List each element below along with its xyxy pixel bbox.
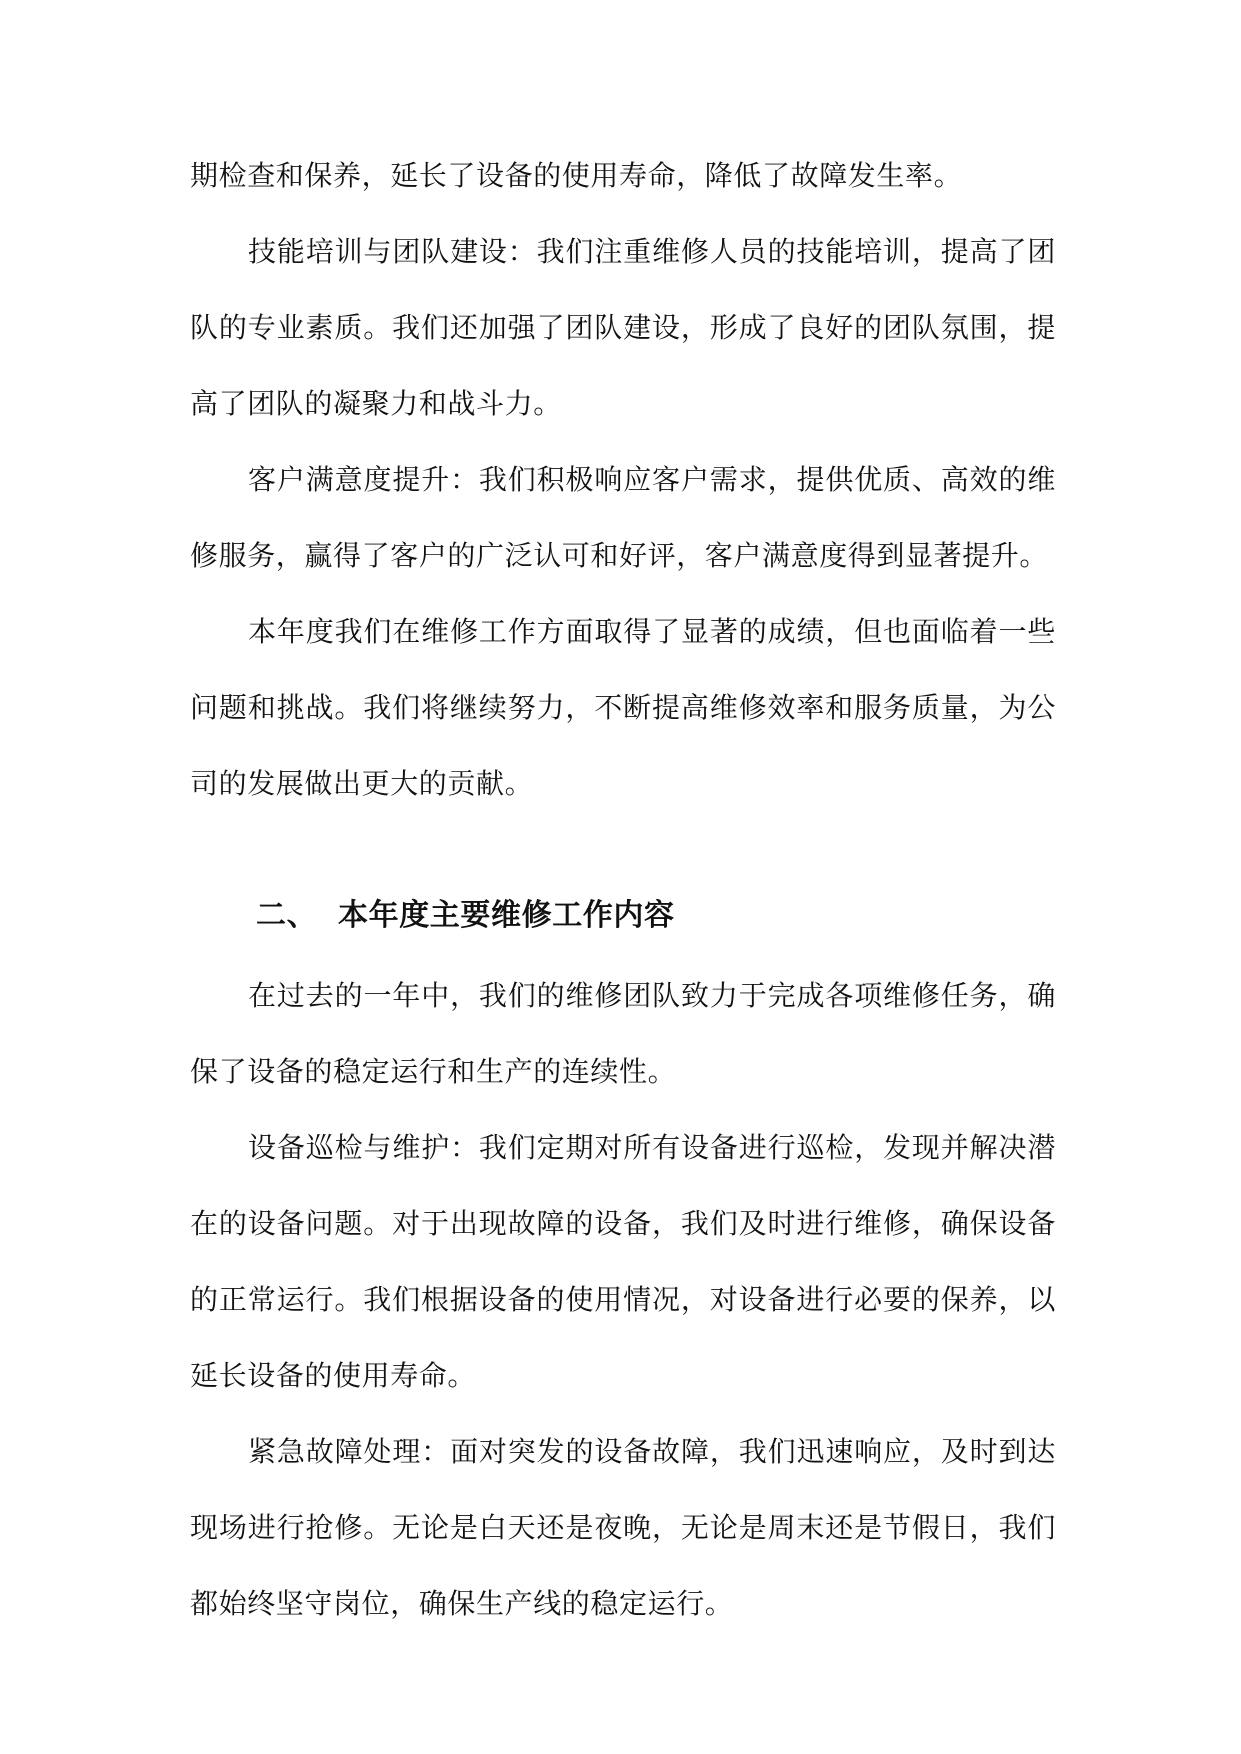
section-title: 本年度主要维修工作内容 xyxy=(338,898,675,933)
paragraph-skills-training: 技能培训与团队建设：我们注重维修人员的技能培训，提高了团队的专业素质。我们还加强了团队建设，形成了良好的团队氛围，提高了团队的凝聚力和战斗力。 xyxy=(190,235,1056,420)
paragraph-year-summary: 本年度我们在维修工作方面取得了显著的成绩，但也面临着一些问题和挑战。我们将继续努力，不断提高维修效率和服务质量，为公司的发展做出更大的贡献。 xyxy=(190,615,1056,800)
document-body xyxy=(190,138,1056,1642)
paragraph-inspection-maintenance: 设备巡检与维护：我们定期对所有设备进行巡检，发现并解决潜在的设备问题。对于出现故障的设备，我们及时进行维修，确保设备的正常运行。我们根据设备的使用情况，对设备进行必要的保养，以延长设备的使用寿命。 xyxy=(190,1131,1056,1392)
section-number: 二、 xyxy=(256,898,318,933)
paragraph-continuation: 期检查和保养，延长了设备的使用寿命，降低了故障发生率。 xyxy=(190,159,963,192)
paragraph-emergency-repair: 紧急故障处理：面对突发的设备故障，我们迅速响应，及时到达现场进行抢修。无论是白天还是夜晚，无论是周末还是节假日，我们都始终坚守岗位，确保生产线的稳定运行。 xyxy=(190,1435,1056,1620)
paragraph-intro: 在过去的一年中，我们的维修团队致力于完成各项维修任务，确保了设备的稳定运行和生产的连续性。 xyxy=(190,979,1056,1088)
section-heading xyxy=(190,878,1056,954)
paragraph-customer-satisfaction: 客户满意度提升：我们积极响应客户需求，提供优质、高效的维修服务，赢得了客户的广泛认可和好评，客户满意度得到显著提升。 xyxy=(190,463,1056,572)
